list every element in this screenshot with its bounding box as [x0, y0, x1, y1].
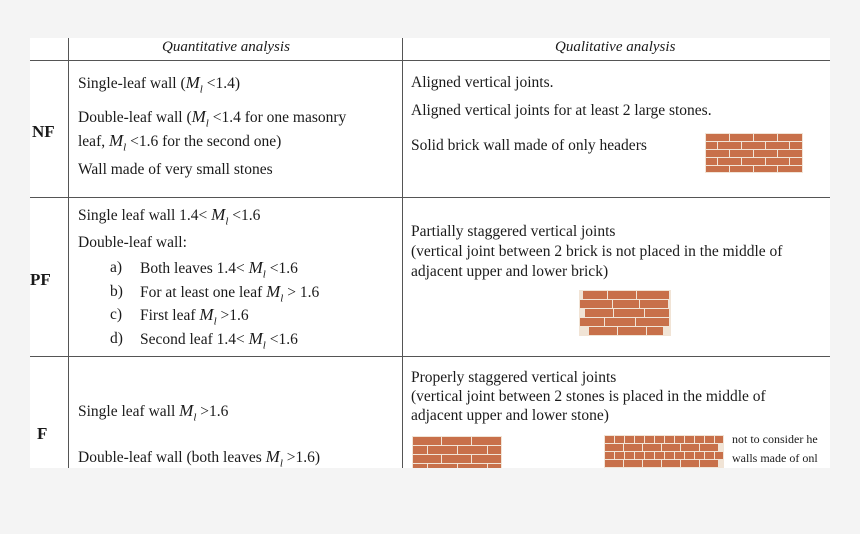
pf-quant-item-c-text-a: First leaf [140, 307, 200, 324]
nf-quant-line-1-text-a: Single-leaf wall ( [78, 75, 186, 92]
row-rule-nf [30, 197, 830, 198]
f-qual-line-1: Properly staggered vertical joints [411, 369, 617, 386]
pf-qual-line-2: (vertical joint between 2 brick is not placed in the middle of [411, 243, 783, 260]
row-label-nf: NF [32, 122, 55, 141]
ml-symbol-sub: l [279, 457, 283, 470]
ml-symbol-sub: l [199, 83, 203, 96]
ml-symbol-m: M [248, 329, 263, 348]
ml-symbol-m: M [185, 73, 200, 92]
ml-symbol [108, 131, 127, 154]
pf-quant-item-a-text-a: Both leaves 1.4< [140, 260, 249, 277]
nf-quant-line-2-text-b: <1.4 for one masonry [208, 109, 347, 126]
row-label-pf: PF [30, 270, 51, 289]
nf-quant-line-2-text-a: Double-leaf wall ( [78, 109, 192, 126]
nf-quant-line-3 [78, 131, 281, 157]
ml-symbol [185, 73, 203, 96]
f-qual-line-3: adjacent upper and lower stone) [411, 407, 609, 424]
nf-quant-line-4: Wall made of very small stones [78, 161, 273, 178]
pf-qual-line-1: Partially staggered vertical joints [411, 223, 616, 240]
ml-symbol [191, 107, 209, 130]
pf-quant-line-1 [78, 205, 260, 231]
row-rule-pf [30, 356, 830, 357]
nf-quant-line-3-text-b: <1.6 for the second one) [126, 133, 282, 150]
ml-symbol-sub: l [213, 315, 217, 328]
header-qualitative: Qualitative analysis [555, 39, 676, 55]
f-quant-line-2 [78, 447, 320, 473]
column-rule-left [68, 38, 69, 468]
pf-quant-item-b-text-a: For at least one leaf [140, 284, 267, 301]
f-qual-note-line-2: walls made of onl [732, 451, 818, 465]
ml-symbol-sub: l [262, 268, 266, 281]
f-quant-line-1-text-b: >1.6 [196, 403, 229, 420]
brick-wall-partially-staggered-pattern [579, 290, 671, 336]
ml-symbol [248, 329, 266, 352]
pf-quant-line-1-text-a: Single leaf wall 1.4< [78, 207, 212, 224]
ml-symbol-sub: l [280, 292, 284, 305]
ml-symbol [265, 447, 283, 470]
nf-quant-line-2 [78, 107, 346, 133]
nf-quant-line-1 [78, 73, 240, 99]
pf-quant-item-a [140, 258, 298, 284]
nf-quant-line-1-text-b: <1.4) [202, 75, 240, 92]
ml-symbol [179, 401, 197, 424]
nf-qual-line-3: Solid brick wall made of only headers [411, 137, 647, 154]
f-qual-line-2: (vertical joint between 2 stones is placed in the middle of [411, 388, 766, 405]
f-quant-line-2-text-b: >1.6) [282, 449, 321, 466]
ml-symbol-m: M [211, 205, 226, 224]
pf-quant-item-a-text-b: <1.6 [265, 260, 298, 277]
pf-quant-item-c-marker: c) [110, 306, 123, 323]
nf-quant-line-3-text-a: leaf, [78, 133, 109, 150]
f-qual-note-line-1: not to consider he [732, 432, 818, 446]
f-quant-line-1 [78, 401, 228, 427]
ml-symbol [199, 305, 217, 328]
column-rule-middle [402, 38, 403, 468]
nf-qual-line-1: Aligned vertical joints. [411, 74, 554, 91]
pf-quant-item-c-text-b: >1.6 [216, 307, 249, 324]
ml-symbol [211, 205, 229, 228]
pf-quant-item-a-marker: a) [110, 259, 123, 276]
ml-symbol-m: M [108, 131, 124, 150]
ml-symbol-m: M [191, 107, 206, 126]
ml-symbol-m: M [248, 258, 263, 277]
brick-wall-headers-pattern [705, 133, 803, 173]
ml-symbol-sub: l [193, 411, 197, 424]
pf-quant-line-1-text-b: <1.6 [228, 207, 261, 224]
pf-quant-item-c [140, 305, 249, 331]
pf-quant-item-d-text-a: Second leaf 1.4< [140, 331, 249, 348]
ml-symbol-sub: l [205, 117, 209, 130]
ml-symbol-sub: l [262, 339, 266, 352]
brick-wall-double-leaf-pattern [604, 435, 724, 468]
ml-symbol-sub: l [225, 215, 229, 228]
ml-symbol-m: M [179, 401, 194, 420]
pf-quant-item-d [140, 329, 298, 355]
ml-symbol-m: M [266, 282, 281, 301]
pf-quant-line-2: Double-leaf wall: [78, 234, 187, 251]
nf-qual-line-2: Aligned vertical joints for at least 2 large stones. [411, 102, 712, 119]
ml-symbol-m: M [199, 305, 214, 324]
header-rule [30, 60, 830, 61]
pf-quant-item-b-marker: b) [110, 283, 123, 300]
pf-quant-item-b-text-b: > 1.6 [283, 284, 320, 301]
header-quantitative: Quantitative analysis [162, 39, 290, 55]
ml-symbol-sub: l [123, 141, 127, 154]
pf-quant-item-d-marker: d) [110, 330, 123, 347]
ml-symbol [248, 258, 266, 281]
f-quant-line-2-text-a: Double-leaf wall (both leaves [78, 449, 266, 466]
f-quant-line-1-text-a: Single leaf wall [78, 403, 180, 420]
brick-wall-properly-staggered-pattern [412, 436, 502, 468]
ml-symbol-m: M [265, 447, 280, 466]
pf-qual-line-3: adjacent upper and lower brick) [411, 263, 609, 280]
ml-symbol [266, 282, 284, 305]
pf-quant-item-d-text-b: <1.6 [265, 331, 298, 348]
row-label-f: F [37, 424, 48, 443]
